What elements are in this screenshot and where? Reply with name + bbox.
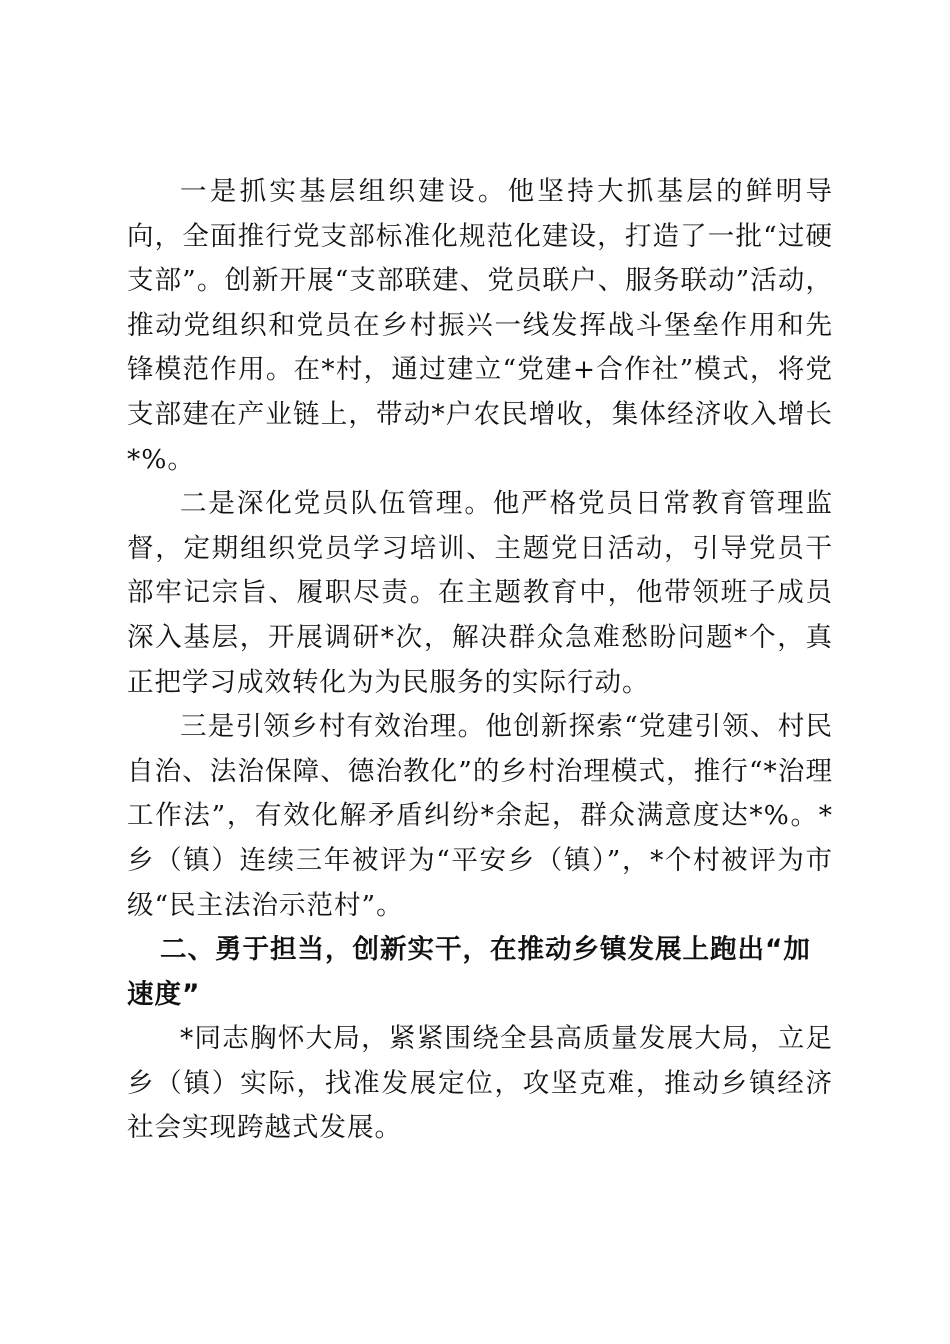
paragraph-party-member-management: 二是深化党员队伍管理。他严格党员日常教育管理监督，定期组织党员学习培训、主题党日活动，引导党员干部牢记宗旨、履职尽责。在主题教育中，他带领班子成员深入基层，开展调研*次，解决群众急难愁盼问题*个，真正把学习成效转化为为民服务的实际行动。 <box>127 488 833 698</box>
paragraph-organization-building: 一是抓实基层组织建设。他坚持大抓基层的鲜明导向，全面推行党支部标准化规范化建设，打造了一批“过硬支部”。创新开展“支部联建、党员联户、服务联动”活动，推动党组织和党员在乡村振兴一线发挥战斗堡垒作用和先锋模范作用。在*村，通过建立“党建+合作社”模式，将党支部建在产业链上，带动*户农民增收，集体经济收入增长*%。 <box>127 176 833 475</box>
paragraph-development-intro: *同志胸怀大局，紧紧围绕全县高质量发展大局，立足乡（镇）实际，找准发展定位，攻坚克难，推动乡镇经济社会实现跨越式发展。 <box>127 1023 833 1144</box>
paragraph-rural-governance: 三是引领乡村有效治理。他创新探索“党建引领、村民自治、法治保障、德治教化”的乡村治理模式，推行“*治理工作法”，有效化解矛盾纠纷*余起，群众满意度达*%。*乡（镇）连续三年被评为“平安乡（镇）”，*个村被评为市级“民主法治示范村”。 <box>127 711 833 921</box>
section-heading: 二、勇于担当，创新实干，在推动乡镇发展上跑出“加速度” <box>127 934 811 1010</box>
document-body <box>127 170 833 1151</box>
